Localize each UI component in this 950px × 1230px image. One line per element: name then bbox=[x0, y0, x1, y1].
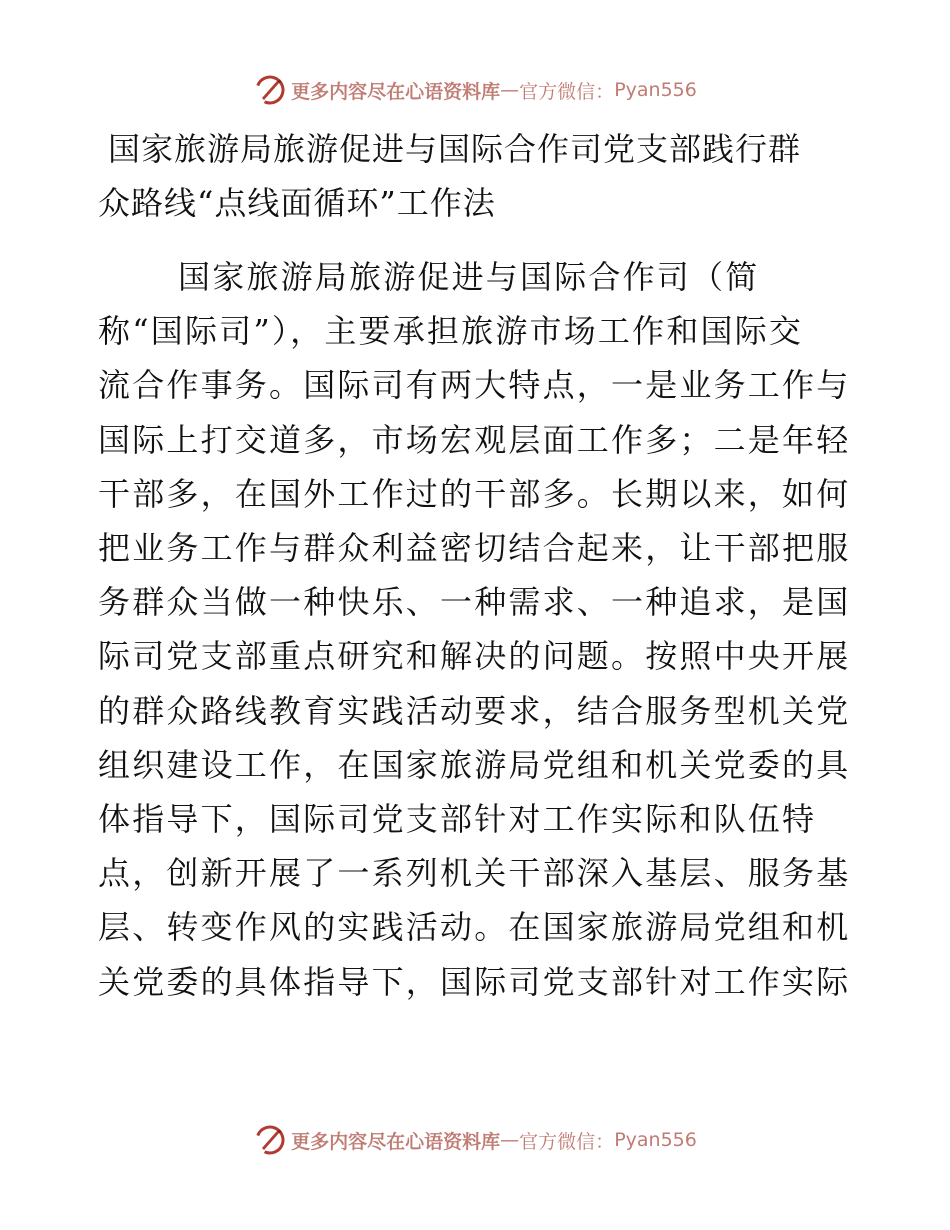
body-line: 点，创新开展了一系列机关干部深入基层、服务基 bbox=[98, 854, 851, 893]
title-line-1: 国家旅游局旅游促进与国际合作司党支部践行群 bbox=[108, 130, 802, 168]
document-body bbox=[98, 250, 858, 1009]
body-line: 务群众当做一种快乐、一种需求、一种追求，是国 bbox=[98, 583, 851, 622]
header-banner bbox=[0, 70, 950, 110]
body-line: 层、转变作风的实践活动。在国家旅游局党组和机 bbox=[98, 908, 851, 947]
body-line: 的群众路线教育实践活动要求，结合服务型机关党 bbox=[98, 691, 851, 730]
header-wechat-label: 官方微信： bbox=[519, 80, 615, 103]
document-title bbox=[98, 122, 868, 230]
footer-banner bbox=[0, 1120, 950, 1160]
header-dash: — bbox=[500, 79, 520, 101]
body-line: 称“国际司”），主要承担旅游市场工作和国际交 bbox=[98, 312, 804, 351]
body-line: 干部多，在国外工作过的干部多。长期以来，如何 bbox=[98, 474, 851, 513]
footer-dash: — bbox=[500, 1129, 520, 1151]
body-line: 关党委的具体指导下，国际司党支部针对工作实际 bbox=[98, 962, 851, 1001]
body-line: 际司党支部重点研究和解决的问题。按照中央开展 bbox=[98, 637, 851, 676]
quill-logo-icon bbox=[253, 73, 287, 107]
footer-wechat-id: Pyan556 bbox=[614, 1129, 697, 1151]
body-line: 国家旅游局旅游促进与国际合作司（简 bbox=[178, 258, 760, 296]
body-line: 国际上打交道多，市场宏观层面工作多；二是年轻 bbox=[98, 420, 851, 459]
body-line: 把业务工作与群众利益密切结合起来，让干部把服 bbox=[98, 529, 851, 568]
quill-logo-icon bbox=[253, 1123, 287, 1157]
header-slogan: 更多内容尽在心语资料库 bbox=[291, 80, 501, 103]
body-line: 体指导下，国际司党支部针对工作实际和队伍特 bbox=[98, 800, 817, 839]
body-line: 组织建设工作，在国家旅游局党组和机关党委的具 bbox=[98, 745, 851, 784]
header-wechat-id: Pyan556 bbox=[614, 79, 697, 101]
body-line: 流合作事务。国际司有两大特点，一是业务工作与 bbox=[98, 366, 851, 405]
footer-slogan: 更多内容尽在心语资料库 bbox=[291, 1130, 501, 1153]
footer-wechat-label: 官方微信： bbox=[519, 1130, 615, 1153]
title-line-2: 众路线“点线面循环”工作法 bbox=[98, 184, 496, 222]
